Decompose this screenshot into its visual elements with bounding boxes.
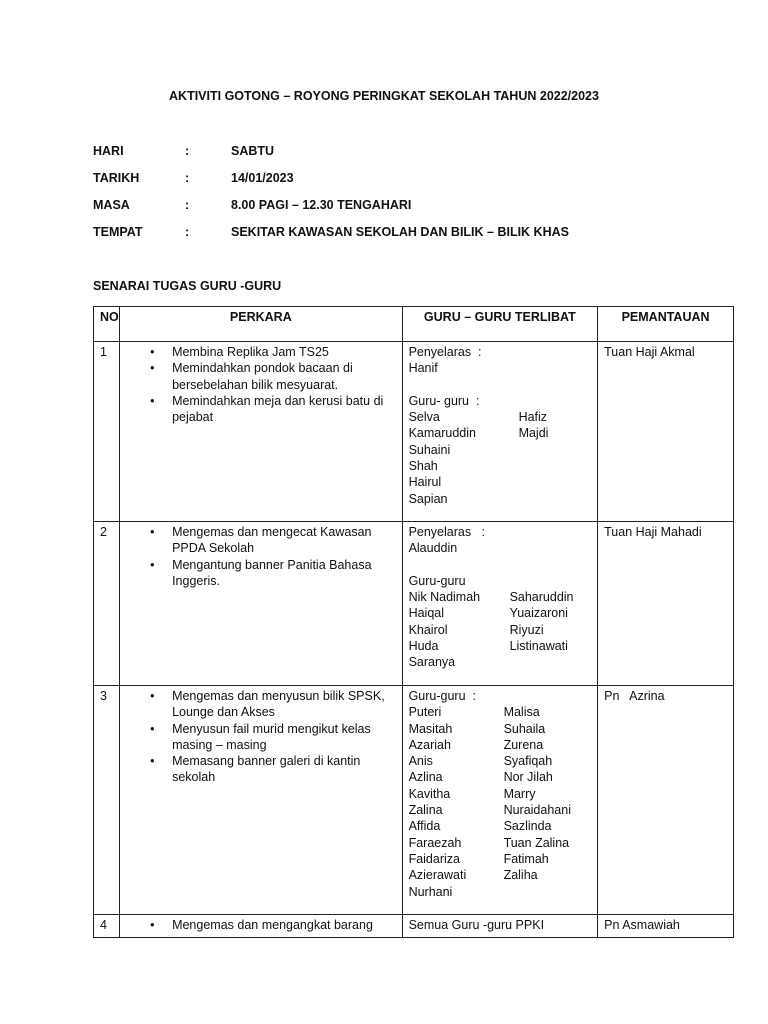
bullet-icon: • xyxy=(150,557,155,572)
header-guru: GURU – GURU TERLIBAT xyxy=(402,307,598,342)
task-item xyxy=(126,721,396,754)
guru-name-row xyxy=(409,605,592,621)
cell-pemantauan: Pn Azrina xyxy=(598,686,734,915)
bullet-icon: • xyxy=(150,754,155,769)
guru-name: Sapian xyxy=(408,491,448,506)
info-separator: : xyxy=(185,171,190,185)
guru-name: Listinawati xyxy=(509,639,568,654)
guru-name: Kavitha xyxy=(408,786,451,801)
guru-name-row xyxy=(409,425,592,441)
guru-name: Fatimah xyxy=(503,851,549,866)
task-text: Mengemas dan mengangkat barang xyxy=(172,918,373,932)
guru-name: Huda xyxy=(408,639,439,654)
cell-pemantauan: Tuan Haji Akmal xyxy=(598,342,734,522)
info-label: MASA xyxy=(93,198,130,212)
guru-name: Zalina xyxy=(408,803,443,818)
task-table xyxy=(93,306,734,938)
guru-name-row xyxy=(409,769,592,785)
bullet-icon: • xyxy=(150,393,155,408)
info-separator: : xyxy=(185,225,190,239)
guru-name: Suhaila xyxy=(503,721,546,736)
guru-name: Selva xyxy=(408,410,440,425)
cell-pemantauan: Tuan Haji Mahadi xyxy=(598,522,734,686)
guru-name: Affida xyxy=(408,819,441,834)
cell-perkara xyxy=(120,522,403,686)
task-text: Mengemas dan mengecat Kawasan PPDA Sekolah xyxy=(172,525,372,556)
guru-name-row xyxy=(409,884,592,900)
task-item xyxy=(126,393,396,426)
task-list xyxy=(126,344,396,425)
guru-name-row xyxy=(409,867,592,883)
guru-label: Semua Guru -guru PPKI xyxy=(408,918,545,932)
task-item xyxy=(126,753,396,786)
task-text: Memindahkan pondok bacaan di bersebelahan bilik mesyuarat. xyxy=(172,361,353,392)
guru-name: Puteri xyxy=(408,705,442,720)
task-text: Memasang banner galeri di kantin sekolah xyxy=(172,754,361,785)
bullet-icon: • xyxy=(150,918,155,932)
task-text: Mengemas dan menyusun bilik SPSK, Lounge dan Akses xyxy=(172,689,385,720)
cell-guru xyxy=(402,686,598,915)
guru-name-row xyxy=(409,818,592,834)
info-value: SABTU xyxy=(231,144,275,158)
guru-name: Tuan Zalina xyxy=(503,835,570,850)
guru-name: Hafiz xyxy=(518,410,548,425)
document-title: AKTIVITI GOTONG – ROYONG PERINGKAT SEKOLAH TAHUN 2022/2023 xyxy=(169,89,599,103)
guru-name-row xyxy=(409,442,592,458)
cell-no: 1 xyxy=(94,342,120,522)
task-item xyxy=(126,688,396,721)
guru-name: Anis xyxy=(408,754,433,769)
cell-perkara xyxy=(120,915,403,938)
header-pemantauan: PEMANTAUAN xyxy=(598,307,734,342)
guru-name: Nor Jilah xyxy=(503,770,553,785)
guru-name: Suhaini xyxy=(408,442,451,457)
guru-name-row xyxy=(409,851,592,867)
guru-name-row xyxy=(409,721,592,737)
guru-name: Majdi xyxy=(518,426,549,441)
guru-name: Hairul xyxy=(408,475,442,490)
guru-name: Nurhani xyxy=(408,884,453,899)
bullet-icon: • xyxy=(150,345,155,359)
info-value: 14/01/2023 xyxy=(231,171,294,185)
penyelaras-label: Penyelaras : xyxy=(408,525,485,539)
header-no: NO xyxy=(94,307,120,342)
guru-name: Shah xyxy=(408,459,438,474)
guru-name: Saharuddin xyxy=(509,590,574,605)
guru-name-row xyxy=(409,638,592,654)
guru-name: Malisa xyxy=(503,705,540,720)
table-row xyxy=(94,522,734,686)
guru-name-row xyxy=(409,704,592,720)
table-row xyxy=(94,342,734,522)
guru-name-row xyxy=(409,835,592,851)
info-separator: : xyxy=(185,198,190,212)
guru-name: Syafiqah xyxy=(503,754,553,769)
task-item xyxy=(126,524,396,557)
cell-perkara xyxy=(120,686,403,915)
guru-name: Sazlinda xyxy=(503,819,552,834)
guru-name-row xyxy=(409,491,592,507)
guru-name-row xyxy=(409,409,592,425)
guru-name: Zurena xyxy=(503,737,544,752)
guru-name: Yuaizaroni xyxy=(509,606,568,621)
guru-name-row xyxy=(409,753,592,769)
cell-pemantauan: Pn Asmawiah xyxy=(598,915,734,938)
penyelaras-label: Penyelaras : xyxy=(408,345,482,359)
guru-name: Riyuzi xyxy=(509,622,544,637)
task-item xyxy=(126,917,396,933)
guru-name-row xyxy=(409,654,592,670)
bullet-icon: • xyxy=(150,525,155,539)
cell-no: 3 xyxy=(94,686,120,915)
guru-name-row xyxy=(409,458,592,474)
penyelaras-name: Hanif xyxy=(408,361,438,376)
guru-name: Faidariza xyxy=(408,851,460,866)
cell-no: 4 xyxy=(94,915,120,938)
cell-no: 2 xyxy=(94,522,120,686)
cell-guru xyxy=(402,915,598,938)
bullet-icon: • xyxy=(150,361,155,376)
task-text: Memindahkan meja dan kerusi batu di pejabat xyxy=(172,393,384,425)
info-label: TARIKH xyxy=(93,171,140,185)
header-perkara: PERKARA xyxy=(120,307,403,342)
cell-guru xyxy=(402,342,598,522)
task-item xyxy=(126,344,396,360)
guru-name: Marry xyxy=(503,786,536,801)
table-row xyxy=(94,686,734,915)
guru-name-row xyxy=(409,589,592,605)
cell-guru xyxy=(402,522,598,686)
info-value: 8.00 PAGI – 12.30 TENGAHARI xyxy=(231,198,412,212)
info-label: HARI xyxy=(93,144,124,158)
guru-name: Nuraidahani xyxy=(503,803,571,818)
task-text: Menyusun fail murid mengikut kelas masing – masing xyxy=(172,721,371,752)
task-text: Membina Replika Jam TS25 xyxy=(172,345,329,359)
guru-name-row xyxy=(409,737,592,753)
penyelaras-name: Alauddin xyxy=(408,541,458,556)
guru-name: Zaliha xyxy=(503,868,538,883)
bullet-icon: • xyxy=(150,721,155,736)
guru-name: Azariah xyxy=(408,737,451,752)
guru-label: Guru- guru : xyxy=(408,393,480,408)
task-list xyxy=(126,688,396,786)
guru-name-row xyxy=(409,802,592,818)
guru-name: Khairol xyxy=(408,622,448,637)
guru-name-row xyxy=(409,622,592,638)
guru-name: Masitah xyxy=(408,721,453,736)
guru-label: Guru-guru xyxy=(408,573,466,588)
guru-name: Kamaruddin xyxy=(408,426,476,441)
guru-name-row xyxy=(409,786,592,802)
info-label: TEMPAT xyxy=(93,225,143,239)
guru-name: Saranya xyxy=(408,655,456,670)
guru-name: Faraezah xyxy=(408,835,462,850)
table-body xyxy=(94,342,734,938)
guru-name: Nik Nadimah xyxy=(408,590,481,605)
guru-name: Azlina xyxy=(408,770,443,785)
task-item xyxy=(126,360,396,393)
section-title: SENARAI TUGAS GURU -GURU xyxy=(93,279,282,293)
bullet-icon: • xyxy=(150,689,155,703)
guru-label: Guru-guru : xyxy=(408,689,476,703)
cell-perkara xyxy=(120,342,403,522)
info-value: SEKITAR KAWASAN SEKOLAH DAN BILIK – BILIK KHAS xyxy=(231,225,569,239)
task-list xyxy=(126,524,396,589)
guru-name-row xyxy=(409,474,592,490)
guru-name: Azierawati xyxy=(408,868,467,883)
info-separator: : xyxy=(185,144,190,158)
task-text: Mengantung banner Panitia Bahasa Inggeris. xyxy=(172,557,372,588)
table-row xyxy=(94,915,734,938)
task-item xyxy=(126,557,396,590)
task-list xyxy=(126,917,396,933)
guru-name: Haiqal xyxy=(408,606,444,621)
table-header-row xyxy=(94,307,734,342)
